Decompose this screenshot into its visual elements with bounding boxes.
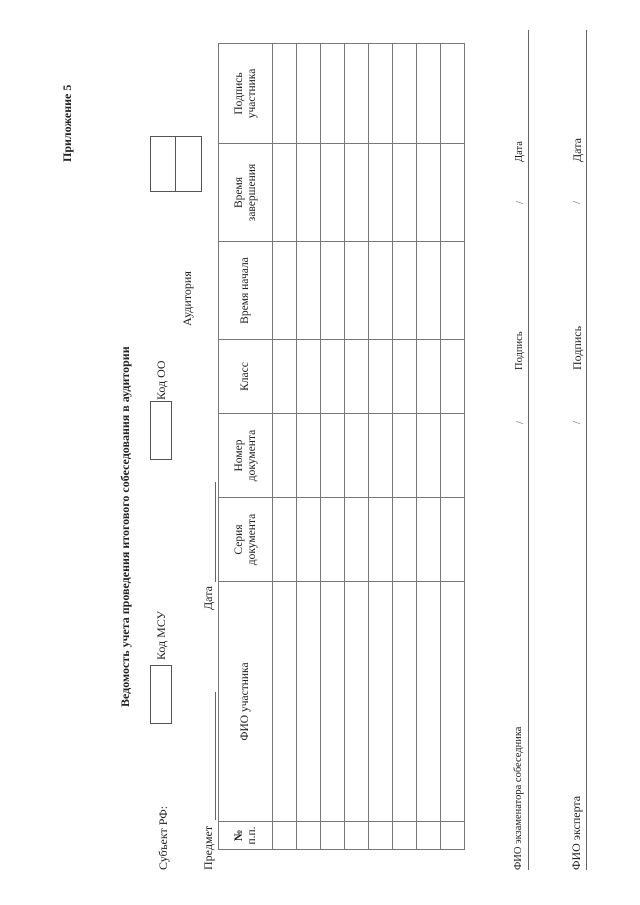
table-cell[interactable] bbox=[441, 144, 465, 242]
table-cell[interactable] bbox=[441, 242, 465, 340]
col-header-end-time: Время завершения bbox=[219, 144, 273, 242]
table-cell[interactable] bbox=[393, 340, 417, 414]
table-cell[interactable] bbox=[321, 44, 345, 144]
table-cell[interactable] bbox=[369, 822, 393, 850]
table-cell[interactable] bbox=[345, 822, 369, 850]
code-msu-box[interactable] bbox=[150, 401, 172, 460]
table-cell[interactable] bbox=[441, 414, 465, 498]
table-cell[interactable] bbox=[369, 340, 393, 414]
table-cell[interactable] bbox=[441, 44, 465, 144]
table-cell[interactable] bbox=[369, 242, 393, 340]
col-header-class: Класс bbox=[219, 340, 273, 414]
table-cell[interactable] bbox=[417, 144, 441, 242]
table-cell[interactable] bbox=[417, 822, 441, 850]
table-cell[interactable] bbox=[321, 242, 345, 340]
table-cell[interactable] bbox=[273, 242, 297, 340]
table-cell[interactable] bbox=[297, 44, 321, 144]
table-cell[interactable] bbox=[321, 340, 345, 414]
table-cell[interactable] bbox=[297, 144, 321, 242]
table-cell[interactable] bbox=[273, 44, 297, 144]
table-cell[interactable] bbox=[441, 340, 465, 414]
table-cell[interactable] bbox=[393, 414, 417, 498]
table-cell[interactable] bbox=[441, 498, 465, 582]
table-cell[interactable] bbox=[393, 822, 417, 850]
subject-label: Предмет bbox=[201, 825, 215, 870]
table-cell[interactable] bbox=[369, 144, 393, 242]
table-cell[interactable] bbox=[393, 144, 417, 242]
col-header-series: Серия документа bbox=[219, 498, 273, 582]
subject-rf-label: Субъект РФ: bbox=[156, 805, 170, 870]
table-cell[interactable] bbox=[297, 242, 321, 340]
table-cell[interactable] bbox=[273, 582, 297, 822]
col-header-doc-number: Номер документа bbox=[219, 414, 273, 498]
table-cell[interactable] bbox=[345, 498, 369, 582]
separator: / bbox=[571, 420, 583, 424]
table-cell[interactable] bbox=[417, 242, 441, 340]
col-header-start-time: Время начала bbox=[219, 242, 273, 340]
table-row bbox=[345, 44, 369, 850]
table-cell[interactable] bbox=[273, 340, 297, 414]
table-cell[interactable] bbox=[297, 582, 321, 822]
classroom-label: Аудитория bbox=[180, 271, 194, 326]
table-cell[interactable] bbox=[273, 144, 297, 242]
table-cell[interactable] bbox=[297, 498, 321, 582]
table-cell[interactable] bbox=[441, 582, 465, 822]
table-cell[interactable] bbox=[417, 582, 441, 822]
table-cell[interactable] bbox=[417, 340, 441, 414]
separator: / bbox=[571, 200, 583, 204]
form-title: Ведомость учета проведения итогового собеседования в аудитории bbox=[118, 346, 132, 707]
separator: / bbox=[514, 420, 526, 424]
code-oo-box[interactable] bbox=[150, 136, 202, 192]
date-label: Дата bbox=[201, 586, 215, 610]
table-cell[interactable] bbox=[369, 414, 393, 498]
date-field[interactable] bbox=[215, 482, 216, 582]
table-cell[interactable] bbox=[297, 414, 321, 498]
expert-date-label: Дата bbox=[570, 138, 584, 162]
subject-field[interactable] bbox=[215, 692, 216, 820]
table-row bbox=[297, 44, 321, 850]
table-cell[interactable] bbox=[321, 582, 345, 822]
table-row bbox=[321, 44, 345, 850]
table-row bbox=[441, 44, 465, 850]
col-header-fio: ФИО участника bbox=[219, 582, 273, 822]
table-cell[interactable] bbox=[345, 340, 369, 414]
expert-label: ФИО эксперта bbox=[569, 795, 583, 870]
expert-signature-label: Подпись bbox=[570, 325, 584, 370]
participants-table bbox=[218, 43, 465, 850]
table-cell[interactable] bbox=[417, 44, 441, 144]
table-cell[interactable] bbox=[321, 498, 345, 582]
appendix-label: Приложение 5 bbox=[60, 84, 74, 162]
expert-signature-line[interactable] bbox=[586, 30, 587, 870]
code-msu-label: Код МСУ bbox=[154, 610, 168, 660]
table-cell[interactable] bbox=[345, 414, 369, 498]
table-cell[interactable] bbox=[321, 144, 345, 242]
table-row bbox=[273, 44, 297, 850]
table-cell[interactable] bbox=[441, 822, 465, 850]
table-cell[interactable] bbox=[369, 582, 393, 822]
table-cell[interactable] bbox=[345, 144, 369, 242]
examiner-signature-label: Подпись bbox=[514, 331, 525, 370]
table-row bbox=[417, 44, 441, 850]
table-cell[interactable] bbox=[417, 414, 441, 498]
table-cell[interactable] bbox=[393, 44, 417, 144]
table-cell[interactable] bbox=[345, 582, 369, 822]
examiner-label: ФИО экзаменатора собеседника bbox=[513, 726, 524, 870]
col-header-signature: Подпись участника bbox=[219, 44, 273, 144]
separator: / bbox=[514, 200, 526, 204]
table-row bbox=[393, 44, 417, 850]
table-cell[interactable] bbox=[273, 414, 297, 498]
examiner-date-label: Дата bbox=[514, 141, 525, 162]
table-cell[interactable] bbox=[321, 414, 345, 498]
table-cell[interactable] bbox=[393, 242, 417, 340]
table-cell[interactable] bbox=[297, 340, 321, 414]
table-cell[interactable] bbox=[417, 498, 441, 582]
table-cell[interactable] bbox=[273, 498, 297, 582]
table-cell[interactable] bbox=[273, 822, 297, 850]
col-header-number: № п.п. bbox=[219, 822, 273, 850]
table-cell[interactable] bbox=[369, 498, 393, 582]
table-cell[interactable] bbox=[393, 582, 417, 822]
code-oo-label: Код ОО bbox=[154, 360, 168, 400]
table-cell[interactable] bbox=[345, 242, 369, 340]
rotated-form-sheet bbox=[20, 12, 620, 892]
table-cell[interactable] bbox=[345, 44, 369, 144]
table-cell[interactable] bbox=[393, 498, 417, 582]
subject-rf-code-box[interactable] bbox=[150, 665, 172, 724]
table-body bbox=[273, 44, 465, 850]
examiner-signature-line[interactable] bbox=[528, 30, 529, 870]
table-row bbox=[369, 44, 393, 850]
table-cell[interactable] bbox=[369, 44, 393, 144]
table-cell[interactable] bbox=[321, 822, 345, 850]
table-cell[interactable] bbox=[297, 822, 321, 850]
